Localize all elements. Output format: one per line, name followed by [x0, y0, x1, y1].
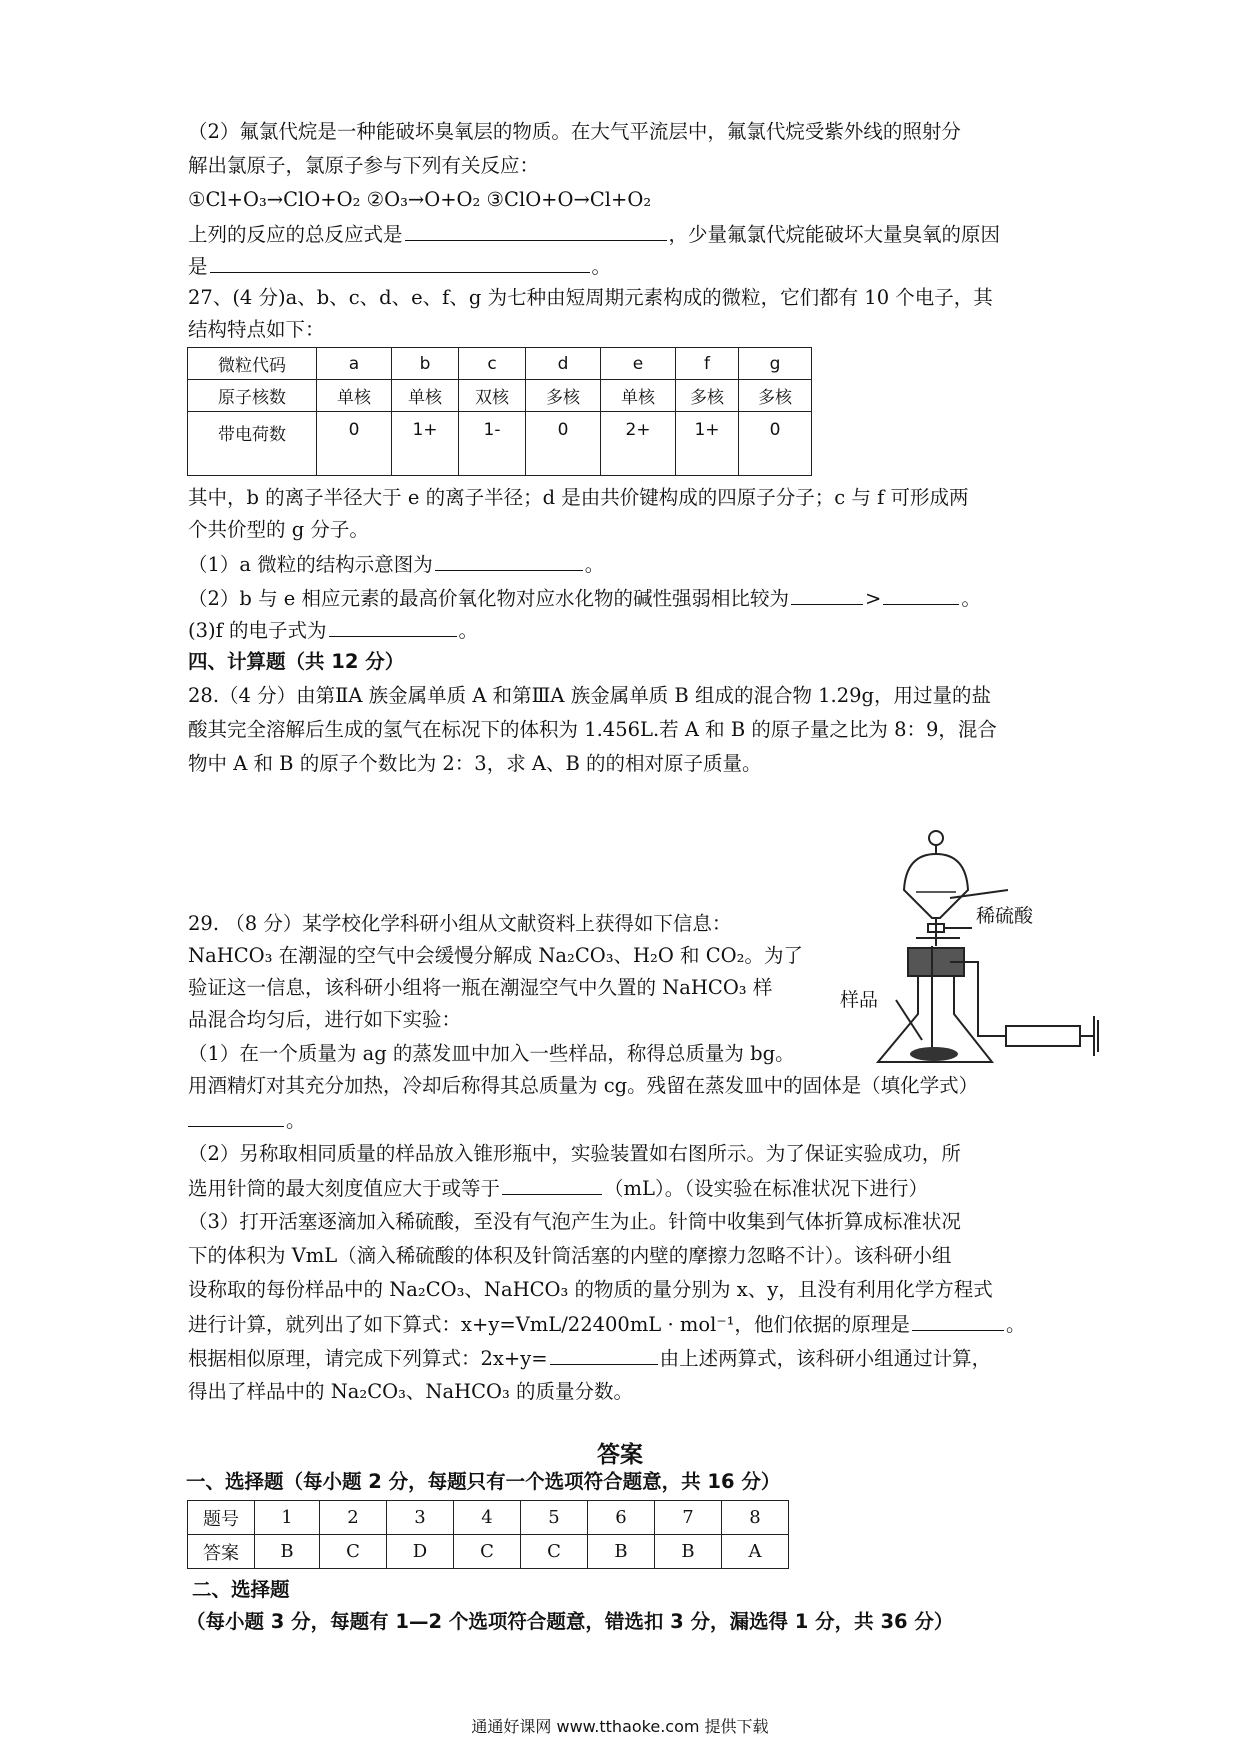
answer-blank[interactable]: [550, 1346, 658, 1365]
q29-line9: [188, 1176, 928, 1201]
apparatus-figure: [832, 826, 1110, 1076]
q27-sub2: [188, 586, 981, 611]
row-label: 带电荷数: [188, 412, 317, 476]
q26-reactions: ①Cl+O₃→ClO+O₂ ②O₃→O+O₂ ③ClO+O→Cl+O₂: [188, 188, 652, 211]
q29-line14-b: 由上述两算式，该科研小组通过计算，: [659, 1347, 992, 1370]
q28-line2: 酸其完全溶解后生成的氢气在标况下的体积为 1.456L.若 A 和 B 的原子量之比为 8：9，混合: [188, 718, 997, 741]
table-cell: 双核: [459, 380, 526, 412]
table-cell: 多核: [676, 380, 739, 412]
table-cell: 1+: [676, 412, 739, 476]
answer-blank[interactable]: [329, 618, 457, 637]
q29-line9-b: （mL）。（设实验在标准状况下进行）: [604, 1177, 928, 1200]
row-label: 答案: [188, 1535, 255, 1569]
table-cell: 多核: [739, 380, 812, 412]
q27-sub1: [188, 552, 604, 577]
table-cell: 6: [588, 1501, 655, 1535]
table-cell: B: [655, 1535, 722, 1569]
q29-line1: 29. （8 分）某学校化学科研小组从文献资料上获得如下信息：: [188, 912, 732, 935]
table-cell: d: [526, 348, 601, 380]
answer-table: [187, 1500, 789, 1569]
acid-label: 稀硫酸: [976, 905, 1034, 927]
q26-line4-b: ，少量氟氯代烷能破坏大量臭氧的原因: [668, 223, 1001, 246]
q26-line1: （2）氟氯代烷是一种能破坏臭氧层的物质。在大气平流层中，氟氯代烷受紫外线的照射分: [188, 120, 961, 143]
table-cell: 单核: [601, 380, 676, 412]
syringe: [1006, 1026, 1080, 1046]
sample-label: 样品: [840, 989, 879, 1011]
q29-line7-b: 。: [286, 1109, 306, 1132]
q27-sub3-a: (3)f 的电子式为: [188, 619, 327, 642]
table-cell: 单核: [392, 380, 459, 412]
answer-blank[interactable]: [502, 1176, 602, 1195]
table-cell: 单核: [317, 380, 392, 412]
stopper-knob: [929, 831, 943, 845]
particle-table: [187, 347, 812, 476]
q26-line5-a: 是: [188, 255, 208, 278]
table-cell: 多核: [526, 380, 601, 412]
q29-line12: 设称取的每份样品中的 Na₂CO₃、NaHCO₃ 的物质的量分别为 x、y，且没有利用化学方程式: [188, 1278, 993, 1301]
table-cell: 3: [387, 1501, 454, 1535]
answers-title: 答案: [597, 1442, 643, 1468]
table-cell: B: [588, 1535, 655, 1569]
q29-line10: （3）打开活塞逐滴加入稀硫酸，至没有气泡产生为止。针筒中收集到气体折算成标准状况: [188, 1210, 961, 1233]
q29-line9-a: 选用针筒的最大刻度值应大于或等于: [188, 1177, 501, 1200]
section-4-heading: 四、计算题（共 12 分）: [188, 650, 405, 673]
q26-line2: 解出氯原子，氯原子参与下列有关反应：: [188, 154, 540, 177]
q29-line6: 用酒精灯对其充分加热，冷却后称得其总质量为 cg。残留在蒸发皿中的固体是（填化学式）: [188, 1074, 979, 1097]
answer-blank[interactable]: [210, 254, 590, 273]
table-cell: C: [454, 1535, 521, 1569]
q27-sub2-a: （2）b 与 e 相应元素的最高价氧化物对应水化物的碱性强弱相比较为: [188, 587, 790, 610]
q27-line3: 其中，b 的离子半径大于 e 的离子半径；d 是由共价键构成的四原子分子；c 与 f 可形成两: [188, 486, 969, 509]
table-cell: 1: [255, 1501, 320, 1535]
q29-line3: 验证这一信息，该科研小组将一瓶在潮湿空气中久置的 NaHCO₃ 样: [188, 976, 773, 999]
answer-blank[interactable]: [188, 1108, 284, 1127]
table-cell: 4: [454, 1501, 521, 1535]
table-cell: 2: [320, 1501, 387, 1535]
table-cell: B: [255, 1535, 320, 1569]
row-label: 原子核数: [188, 380, 317, 412]
table-cell: A: [722, 1535, 789, 1569]
answer-blank[interactable]: [883, 586, 959, 605]
table-cell: C: [320, 1535, 387, 1569]
q29-line2: NaHCO₃ 在潮湿的空气中会缓慢分解成 Na₂CO₃、H₂O 和 CO₂。为了: [188, 944, 803, 967]
q29-line7: [188, 1108, 306, 1133]
table-cell: a: [317, 348, 392, 380]
answer-blank[interactable]: [912, 1312, 1004, 1331]
q27-sub1-a: （1）a 微粒的结构示意图为: [188, 553, 433, 576]
row-label: 微粒代码: [188, 348, 317, 380]
table-cell: b: [392, 348, 459, 380]
table-cell: C: [521, 1535, 588, 1569]
q26-line5-b: 。: [591, 255, 612, 278]
q29-line4: 品混合均匀后，进行如下实验：: [188, 1008, 462, 1031]
answer-blank[interactable]: [435, 552, 583, 571]
q28-line1: 28.（4 分）由第ⅡA 族金属单质 A 和第ⅢA 族金属单质 B 组成的混合物 1.29g，用过量的盐: [188, 684, 992, 707]
q27-sub1-b: 。: [584, 553, 605, 576]
answers-section-2: 二、选择题: [192, 1578, 290, 1601]
q27-line2: 结构特点如下：: [188, 318, 325, 341]
q29-line13: [188, 1312, 1025, 1337]
table-cell: 0: [526, 412, 601, 476]
answers-section-2-note: （每小题 3 分，每题有 1—2 个选项符合题意，错选扣 3 分，漏选得 1 分，共 36 分）: [186, 1610, 954, 1633]
q28-line3: 物中 A 和 B 的原子个数比为 2：3，求 A、B 的的相对原子质量。: [188, 752, 762, 775]
table-cell: e: [601, 348, 676, 380]
footer: 通通好课网 www.tthaoke.com 提供下载: [471, 1717, 769, 1736]
table-cell: g: [739, 348, 812, 380]
q27-sub3-b: 。: [458, 619, 479, 642]
q27-sub2-b: >: [865, 587, 882, 610]
sample-pile: [910, 1047, 958, 1061]
table-cell: f: [676, 348, 739, 380]
q29-line5: （1）在一个质量为 ag 的蒸发皿中加入一些样品，称得总质量为 bg。: [188, 1042, 795, 1065]
q29-line11: 下的体积为 VmL（滴入稀硫酸的体积及针筒活塞的内壁的摩擦力忽略不计）。该科研小组: [188, 1244, 952, 1267]
row-label: 题号: [188, 1501, 255, 1535]
q26-line4: [188, 222, 1000, 247]
q27-line4: 个共价型的 g 分子。: [188, 518, 369, 541]
q29-line8: （2）另称取相同质量的样品放入锥形瓶中，实验装置如右图所示。为了保证实验成功，所: [188, 1142, 961, 1165]
answers-section-1: 一、选择题（每小题 2 分，每题只有一个选项符合题意，共 16 分）: [186, 1470, 781, 1493]
q27-sub3: [188, 618, 478, 643]
table-cell: 7: [655, 1501, 722, 1535]
answer-blank[interactable]: [405, 222, 667, 241]
q26-line5: [188, 254, 611, 279]
table-cell: 0: [317, 412, 392, 476]
q27-sub2-c: 。: [961, 587, 981, 610]
q29-line14-a: 根据相似原理，请完成下列算式：2x+y=: [188, 1347, 548, 1370]
table-cell: 2+: [601, 412, 676, 476]
answer-blank[interactable]: [791, 586, 863, 605]
q27-line1: 27、(4 分)a、b、c、d、e、f、g 为七种由短周期元素构成的微粒，它们都有 10 个电子，其: [188, 286, 993, 309]
table-cell: 5: [521, 1501, 588, 1535]
q26-line4-a: 上列的反应的总反应式是: [188, 223, 403, 246]
separatory-funnel: [904, 854, 968, 918]
table-cell: 0: [739, 412, 812, 476]
table-cell: 1+: [392, 412, 459, 476]
q29-line13-a: 进行计算，就列出了如下算式：x+y=VmL/22400mL · mol⁻¹，他们依据的原理是: [188, 1313, 910, 1336]
table-cell: D: [387, 1535, 454, 1569]
table-cell: 1-: [459, 412, 526, 476]
q29-line14: [188, 1346, 991, 1371]
q29-line15: 得出了样品中的 Na₂CO₃、NaHCO₃ 的质量分数。: [188, 1380, 634, 1403]
table-cell: c: [459, 348, 526, 380]
table-cell: 8: [722, 1501, 789, 1535]
q29-line13-b: 。: [1005, 1313, 1026, 1336]
